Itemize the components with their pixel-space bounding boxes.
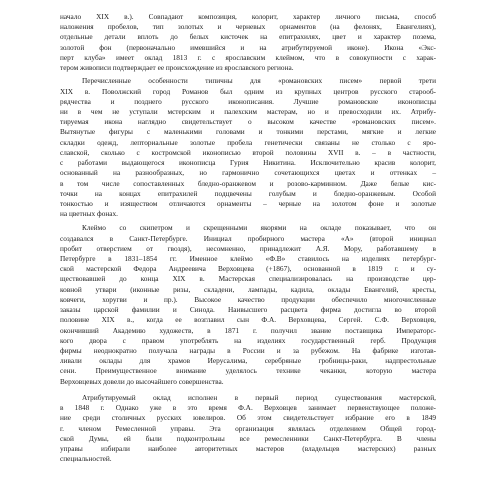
text-line: Верховцевых довели до высочайшего совершенства. — [60, 376, 224, 386]
paragraph-3 — [60, 223, 436, 387]
text-line: ковчеги, хоругви и пр.). Высокое качество продукции обеспечило многочисленные — [60, 294, 436, 304]
text-line: управы избирали наиболее авторитетных мастеров (владельцев мастерских) разных — [60, 443, 436, 453]
text-line: тером живописи подтверждает ее происхождение из ярославского региона. — [60, 63, 294, 73]
paragraph-4 — [60, 393, 436, 465]
text-line: складки одежд, лепториальные золотые пробела генетически связаны не столько с яро- — [60, 137, 436, 147]
text-line: специальностей. — [60, 454, 112, 464]
text-line: половине XIX в., когда ее возглавил сын Ф.А. Верховцева, Сергей. С.Ф. Верховцев, — [60, 315, 436, 325]
text-line: создавался в Санкт-Петербурге. Инициал пробирного мастера «А» (второй инициал — [60, 233, 436, 243]
text-line: окончивший Академию художеств, в 1871 г. получил звание поставщика Императорс- — [60, 325, 436, 335]
text-line: основанный на разнообразных, но гармонично сочетающихся цветах и оттенках – — [60, 168, 436, 178]
text-line: тируемая икона наглядно свидетельствует о высоком качестве «романовских писем». — [60, 117, 436, 127]
paragraph-2 — [60, 76, 436, 219]
text-line: ковной утвари (иконные ризы, складени, лампады, кадила, оклады Евангелий, кресты, — [60, 284, 436, 294]
text-line: Клеймо со скипетром и скрещенными якорями на окладе показывает, что он — [82, 223, 436, 233]
text-line: Перечисленные особенности типичны для «романовских писем» первой трети — [82, 76, 436, 86]
text-line: ние среди столичных русских ювелиров. Об этом свидетельствует избрание его в 1849 — [60, 413, 436, 423]
text-line: рядчества и позднего русского иконописания. Лучшие романовские иконописцы — [60, 96, 436, 106]
text-line: Атрибутируемый оклад исполнен в первый период существования мастерской, — [82, 392, 436, 402]
text-line: ществовавшей до конца XIX в. Мастерская специализировалась на производстве цер- — [60, 274, 436, 284]
text-line: пробит отверстием от гвоздя), несомненно, принадлежит А.Я. Мору, работавшему в — [60, 243, 436, 253]
text-line: в 1848 г. Однако уже в это время Ф.А. Верховцев занимает первенствующее положе- — [60, 403, 436, 413]
text-line: начало XIX в.). Совпадают композиция, колорит, характер личного письма, способ — [60, 12, 436, 21]
text-line: ской Думы, ей были подконтрольны все ремесленники Санкт-Петербурга. В члены — [60, 433, 436, 443]
text-line: наложения пробелов, тип золотых и черневых орнаментов (на фелонях, Евангелиях), — [60, 22, 436, 32]
text-line: сени. Преимущественное внимание уделялось технике чеканки, которую мастера — [60, 366, 436, 376]
text-line: Петербурге в 1831–1854 гг. Именное клеймо «Ф.В» ставилось на изделиях петербург- — [60, 254, 436, 264]
text-line: перт клуба» имеет оклад 1813 г. с ярославским клеймом, что в совокупности с харак- — [60, 52, 436, 62]
text-line: на цветных фонах. — [60, 209, 118, 219]
text-line: точки на концах епитрахилей подцвечены голубым и бледно-оранжевым. Особой — [60, 188, 436, 198]
text-line: с работами выдающегося иконописца Гурия Никитина. Исключительно красив колорит, — [60, 158, 436, 168]
text-line: в том числе сопоставленных бледно-оранжевом и розово-карминном. Даже белые кис- — [60, 178, 436, 188]
text-line: XIX в. Поволжский город Романов был одним из крупных центров русского старооб- — [60, 86, 436, 96]
text-line: славской, сколько с костромской иконописью второй половины XVII в. – в частности, — [60, 147, 436, 157]
text-line: тонкостью и изяществом отличаются орнаменты – черные на золотом фоне и золотые — [60, 198, 436, 208]
paragraph-1 — [60, 12, 436, 73]
text-line: ливали оклады для храмов Иерусалима, серебряные гробницы-раки, надпрестольные — [60, 356, 436, 366]
document-page — [60, 12, 436, 488]
text-line: ской мастерской Федора Андреевича Верховцева (+1867), основанной в 1819 г. и су- — [60, 264, 436, 274]
text-line: фирмы неоднократно получала награды в России и за рубежом. На фабрике изготав- — [60, 346, 436, 355]
text-line: золотой фон (первоначально имевшийся и на атрибутируемой иконе). Икона «Экс- — [60, 42, 436, 52]
text-line: отдельные детали вплоть до белых кисточек на епитрахилях, цвет и характер позема, — [60, 32, 436, 42]
text-line: ни в чем не уступали мстерским и палехским мастерам, но и превосходили их. Атрибу- — [60, 106, 436, 116]
text-line: Вытянутые фигуры с маленькими головами и тонкими перстами, мягкие и легкие — [60, 127, 436, 137]
text-line: заказы царской фамилии и Синода. Наивысшего расцвета фирма достигла во второй — [60, 305, 436, 315]
text-line: кого двора с правом употреблять на изделиях государственный герб. Продукция — [60, 335, 436, 345]
text-line: г. членом Ремесленной управы. Эта организация являлась отделением Общей город- — [60, 423, 436, 433]
